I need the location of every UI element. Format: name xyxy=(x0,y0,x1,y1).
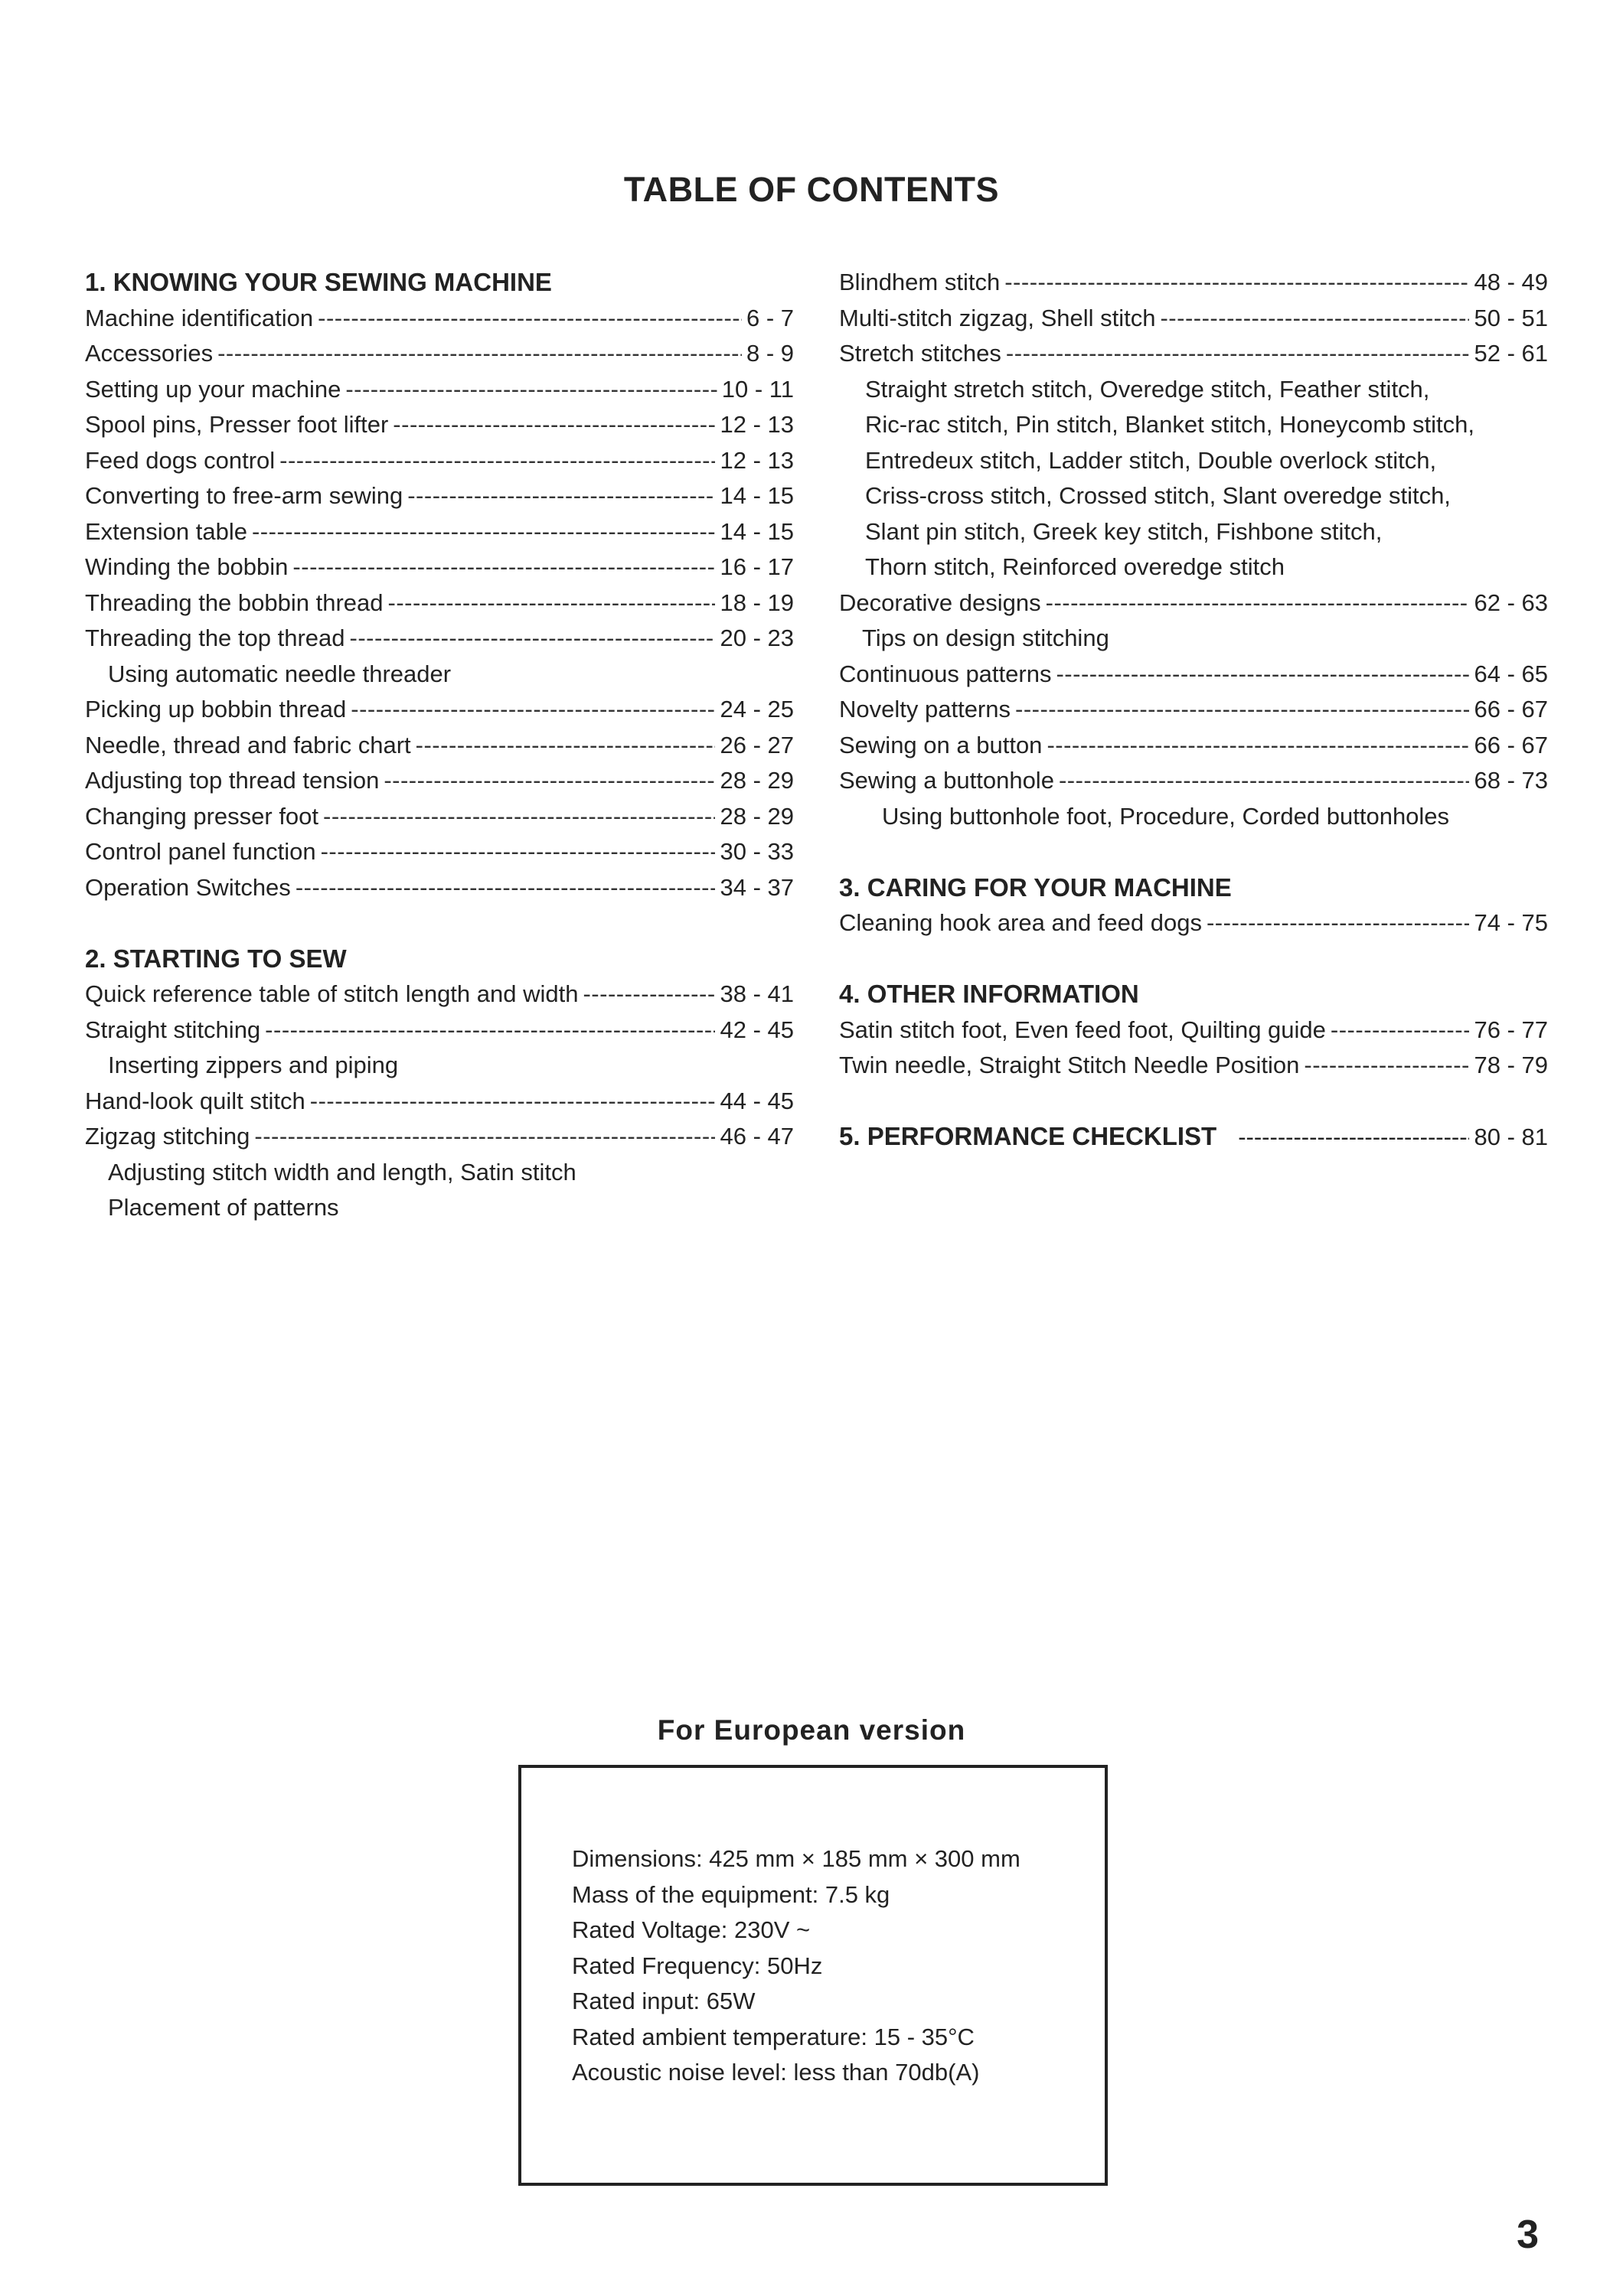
toc-entry-pages: 52 - 61 xyxy=(1474,340,1548,367)
toc-entry-pages: 18 - 19 xyxy=(720,589,794,616)
page-number: 3 xyxy=(1517,2213,1539,2257)
toc-entry[interactable] xyxy=(85,1084,794,1120)
dot-leader xyxy=(310,1084,716,1120)
toc-entry-pages: 16 - 17 xyxy=(720,553,794,580)
toc-entry-pages: 38 - 41 xyxy=(720,980,794,1007)
section-heading: 2. STARTING TO SEW xyxy=(85,944,347,973)
toc-entry-label: Changing presser foot xyxy=(85,802,319,830)
dot-leader xyxy=(1160,301,1469,337)
toc-entry-pages: 30 - 33 xyxy=(720,838,794,865)
toc-entry-label: Novelty patterns xyxy=(839,696,1011,722)
toc-entry-pages: 80 - 81 xyxy=(1474,1124,1548,1150)
toc-entry[interactable] xyxy=(85,443,794,479)
toc-subentry: Thorn stitch, Reinforced overedge stitch xyxy=(865,553,1285,580)
dot-leader xyxy=(292,550,715,585)
toc-entry-label: Sewing a buttonhole xyxy=(839,767,1054,794)
dot-leader xyxy=(217,336,742,372)
spec-item: Mass of the equipment: 7.5 kg xyxy=(572,1880,890,1908)
toc-entry-label: Zigzag stitching xyxy=(85,1123,250,1150)
dot-leader xyxy=(388,585,716,621)
toc-entry[interactable] xyxy=(839,763,1548,799)
dot-leader xyxy=(318,301,742,337)
toc-entry[interactable] xyxy=(839,301,1548,337)
toc-entry-pages: 44 - 45 xyxy=(720,1087,794,1114)
toc-entry-pages: 28 - 29 xyxy=(720,802,794,830)
toc-entry-pages: 46 - 47 xyxy=(720,1123,794,1150)
toc-entry-label: Cleaning hook area and feed dogs xyxy=(839,909,1202,936)
toc-entry[interactable] xyxy=(85,550,794,585)
toc-entry[interactable] xyxy=(85,763,794,799)
toc-entry-pages: 68 - 73 xyxy=(1474,767,1548,794)
toc-subentry: Using buttonhole foot, Procedure, Corded buttonholes xyxy=(882,802,1450,830)
toc-entry-pages: 78 - 79 xyxy=(1474,1052,1548,1078)
toc-entry[interactable] xyxy=(839,692,1548,728)
dot-leader xyxy=(416,728,716,764)
toc-entry-label: Decorative designs xyxy=(839,589,1041,616)
section-heading: 1. KNOWING YOUR SEWING MACHINE xyxy=(85,268,552,296)
toc-entry-label: Blindhem stitch xyxy=(839,269,1001,295)
toc-entry-pages: 12 - 13 xyxy=(720,411,794,438)
toc-entry-label: Continuous patterns xyxy=(839,660,1052,687)
toc-right-column xyxy=(839,265,1548,1155)
toc-entry-pages: 12 - 13 xyxy=(720,446,794,474)
spec-item: Rated ambient temperature: 15 - 35°C xyxy=(572,2023,975,2050)
toc-subentry: Entredeux stitch, Ladder stitch, Double overlock stitch, xyxy=(865,446,1437,474)
dot-leader xyxy=(254,1119,715,1155)
dot-leader xyxy=(384,763,715,799)
toc-entry[interactable] xyxy=(839,265,1548,301)
dot-leader xyxy=(296,870,716,906)
section-heading: 4. OTHER INFORMATION xyxy=(839,980,1139,1008)
toc-entry-label: Adjusting top thread tension xyxy=(85,767,380,794)
toc-entry-label: Winding the bobbin xyxy=(85,553,289,580)
dot-leader xyxy=(265,1013,715,1049)
toc-entry-pages: 76 - 77 xyxy=(1474,1016,1548,1043)
toc-entry[interactable] xyxy=(839,585,1548,621)
toc-entry[interactable] xyxy=(85,977,794,1013)
dot-leader xyxy=(279,443,715,479)
toc-subentry: Placement of patterns xyxy=(108,1194,339,1221)
toc-entry-label: Needle, thread and fabric chart xyxy=(85,731,411,758)
toc-entry-label: Spool pins, Presser foot lifter xyxy=(85,411,389,438)
dot-leader xyxy=(393,407,715,443)
toc-entry-label: Stretch stitches xyxy=(839,340,1001,367)
dot-leader xyxy=(351,692,715,728)
toc-entry-label: Machine identification xyxy=(85,304,314,331)
toc-entry-label: Satin stitch foot, Even feed foot, Quilting guide xyxy=(839,1016,1326,1043)
toc-entry-pages: 50 - 51 xyxy=(1474,304,1548,331)
toc-entry-label: Accessories xyxy=(85,340,214,367)
dot-leader xyxy=(1015,692,1469,728)
toc-entry-pages: 14 - 15 xyxy=(720,517,794,545)
section-gap xyxy=(85,905,794,941)
toc-entry-pages: 24 - 25 xyxy=(720,696,794,722)
toc-entry[interactable] xyxy=(839,1048,1548,1084)
toc-entry-pages: 42 - 45 xyxy=(720,1016,794,1043)
toc-entry[interactable] xyxy=(85,870,794,906)
dot-leader xyxy=(252,514,716,550)
european-version-title: For European version xyxy=(657,1714,966,1746)
dot-leader xyxy=(1238,1120,1469,1156)
toc-entry[interactable] xyxy=(85,407,794,443)
dot-leader xyxy=(350,621,716,657)
toc-entry-pages: 48 - 49 xyxy=(1474,269,1548,295)
dot-leader xyxy=(1304,1048,1469,1084)
toc-entry-label: Hand-look quilt stitch xyxy=(85,1087,305,1114)
toc-entry[interactable] xyxy=(85,799,794,835)
toc-entry[interactable] xyxy=(85,336,794,372)
toc-entry-pages: 34 - 37 xyxy=(720,873,794,901)
toc-subentry: Criss-cross stitch, Crossed stitch, Slant overedge stitch, xyxy=(865,482,1451,509)
spec-item: Rated Voltage: 230V ~ xyxy=(572,1916,811,1943)
toc-entry-pages: 62 - 63 xyxy=(1474,589,1548,616)
toc-entry-label: Threading the top thread xyxy=(85,625,345,651)
toc-subentry: Adjusting stitch width and length, Satin stitch xyxy=(108,1158,576,1186)
toc-entry[interactable] xyxy=(839,336,1548,372)
toc-subentry: Slant pin stitch, Greek key stitch, Fishbone stitch, xyxy=(865,517,1383,545)
toc-entry[interactable] xyxy=(85,692,794,728)
toc-entry-label: Sewing on a button xyxy=(839,731,1043,758)
toc-entry-label: Setting up your machine xyxy=(85,375,341,403)
spec-item: Acoustic noise level: less than 70db(A) xyxy=(572,2059,980,2086)
toc-entry-label: Converting to free-arm sewing xyxy=(85,482,403,509)
dot-leader xyxy=(1331,1013,1470,1049)
toc-entry-label: Threading the bobbin thread xyxy=(85,589,384,616)
toc-entry-label: Straight stitching xyxy=(85,1016,261,1043)
section-heading: 5. PERFORMANCE CHECKLIST xyxy=(839,1122,1217,1150)
toc-entry[interactable] xyxy=(85,585,794,621)
toc-entry-pages: 28 - 29 xyxy=(720,767,794,794)
toc-entry[interactable] xyxy=(85,372,794,408)
toc-entry-pages: 20 - 23 xyxy=(720,625,794,651)
toc-entry[interactable] xyxy=(85,834,794,870)
dot-leader xyxy=(1047,728,1469,764)
toc-entry-label: Feed dogs control xyxy=(85,446,276,474)
toc-subentry: Using automatic needle threader xyxy=(108,660,452,687)
toc-subentry: Ric-rac stitch, Pin stitch, Blanket stitch, Honeycomb stitch, xyxy=(865,411,1474,438)
section-gap xyxy=(839,834,1548,870)
toc-entry[interactable] xyxy=(85,301,794,337)
toc-entry[interactable] xyxy=(85,1119,794,1155)
toc-entry[interactable] xyxy=(85,621,794,657)
section-heading-entry[interactable] xyxy=(839,1119,1548,1155)
toc-left-column xyxy=(85,265,794,1226)
toc-entry-label: Quick reference table of stitch length and width xyxy=(85,980,579,1007)
toc-entry-pages: 64 - 65 xyxy=(1474,660,1548,687)
toc-entry[interactable] xyxy=(839,1013,1548,1049)
toc-entry[interactable] xyxy=(839,657,1548,693)
section-gap xyxy=(839,941,1548,977)
spec-list xyxy=(572,1841,1020,2091)
toc-subentry: Straight stretch stitch, Overedge stitch, Feather stitch, xyxy=(865,375,1430,403)
toc-entry-pages: 74 - 75 xyxy=(1474,909,1548,936)
dot-leader xyxy=(1056,657,1469,693)
spec-item: Dimensions: 425 mm × 185 mm × 300 mm xyxy=(572,1845,1020,1872)
toc-entry-label: Control panel function xyxy=(85,838,316,865)
toc-entry-pages: 66 - 67 xyxy=(1474,696,1548,722)
dot-leader xyxy=(1006,336,1470,372)
dot-leader xyxy=(407,478,715,514)
spec-item: Rated input: 65W xyxy=(572,1988,756,2014)
page-title: TABLE OF CONTENTS xyxy=(623,170,1000,209)
dot-leader xyxy=(1004,265,1469,301)
toc-entry-pages: 10 - 11 xyxy=(721,375,794,403)
toc-entry-pages: 8 - 9 xyxy=(746,340,794,367)
section-gap xyxy=(839,1084,1548,1120)
toc-entry[interactable] xyxy=(85,1013,794,1049)
toc-entry-label: Twin needle, Straight Stitch Needle Position xyxy=(839,1052,1300,1078)
spec-item: Rated Frequency: 50Hz xyxy=(572,1952,823,1979)
toc-entry[interactable] xyxy=(85,478,794,514)
toc-entry-pages: 26 - 27 xyxy=(720,731,794,758)
toc-entry-pages: 6 - 7 xyxy=(746,304,794,331)
dot-leader xyxy=(323,799,715,835)
dot-leader xyxy=(1059,763,1470,799)
toc-entry-pages: 66 - 67 xyxy=(1474,731,1548,758)
dot-leader xyxy=(321,834,716,870)
dot-leader xyxy=(345,372,717,408)
toc-entry[interactable] xyxy=(839,728,1548,764)
toc-entry-label: Extension table xyxy=(85,517,247,545)
toc-entry[interactable] xyxy=(839,905,1548,941)
toc-entry-label: Picking up bobbin thread xyxy=(85,696,347,722)
toc-subentry: Inserting zippers and piping xyxy=(108,1052,399,1078)
european-spec-box xyxy=(518,1765,1108,2186)
toc-entry-label: Operation Switches xyxy=(85,873,291,901)
dot-leader xyxy=(1046,585,1470,621)
toc-entry[interactable] xyxy=(85,514,794,550)
toc-entry-label: Multi-stitch zigzag, Shell stitch xyxy=(839,304,1156,331)
section-heading: 3. CARING FOR YOUR MACHINE xyxy=(839,872,1232,902)
toc-entry-pages: 14 - 15 xyxy=(720,482,794,509)
dot-leader xyxy=(583,977,715,1013)
toc-subentry: Tips on design stitching xyxy=(862,625,1109,651)
dot-leader xyxy=(1207,905,1470,941)
toc-entry[interactable] xyxy=(85,728,794,764)
